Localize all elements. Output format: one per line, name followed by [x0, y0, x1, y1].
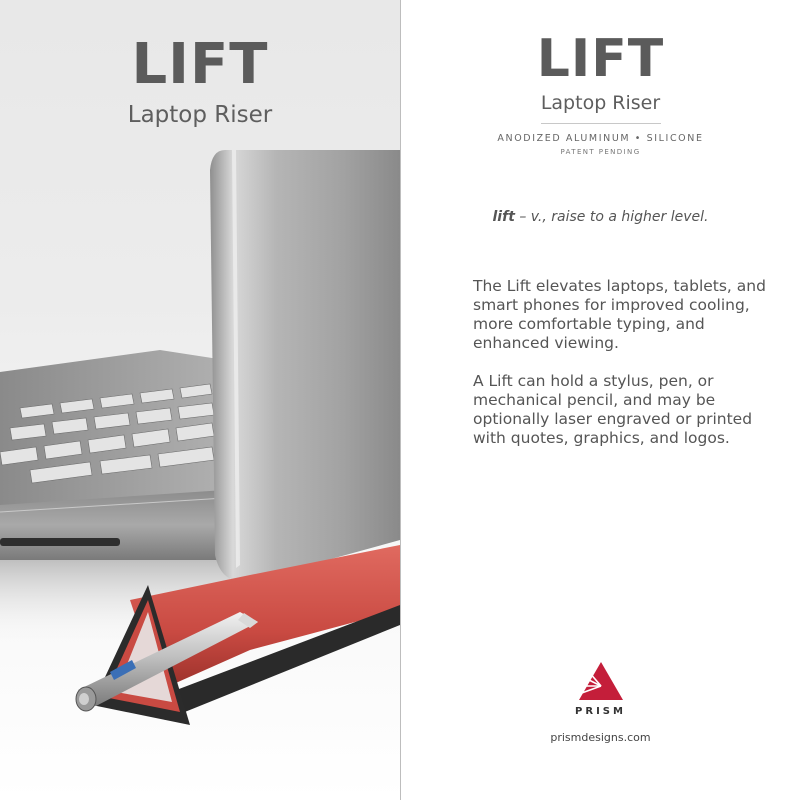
- description-paragraph-2: A Lift can hold a stylus, pen, or mechanical pencil, and may be optionally laser engraved or printed with quotes, graphics, and logos.: [473, 372, 753, 447]
- description-paragraph-1: The Lift elevates laptops, tablets, and smart phones for improved cooling, more comfortable typing, and enhanced viewing.: [473, 277, 766, 352]
- prism-triangle-icon: [577, 660, 625, 702]
- definition-text: – v., raise to a higher level.: [514, 209, 709, 225]
- right-title: LIFT: [536, 29, 665, 89]
- product-info-panel: [401, 0, 800, 800]
- website-link[interactable]: prismdesigns.com: [550, 731, 651, 744]
- right-subtitle: Laptop Riser: [540, 92, 661, 114]
- left-title: LIFT: [131, 32, 269, 97]
- prism-wordmark: PRISM: [575, 706, 626, 717]
- left-subtitle: Laptop Riser: [127, 102, 273, 128]
- patent-text: PATENT PENDING: [560, 148, 641, 156]
- prism-logo: [401, 660, 800, 702]
- definition: [401, 209, 800, 225]
- materials-text: ANODIZED ALUMINUM • SILICONE: [497, 133, 704, 144]
- title-divider: [541, 123, 661, 124]
- definition-term: lift: [492, 209, 515, 225]
